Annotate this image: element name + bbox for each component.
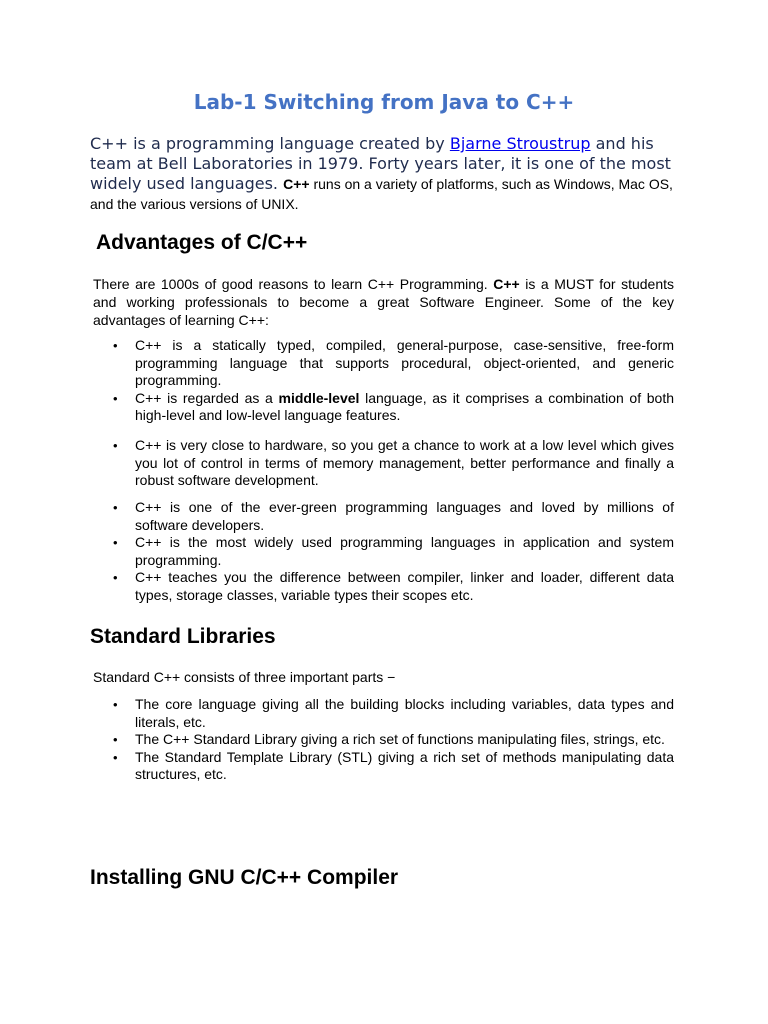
intro-bold-cpp: C++: [283, 176, 310, 192]
libraries-paragraph: Standard C++ consists of three important parts −: [93, 669, 396, 685]
libraries-bullet-1: The core language giving all the building blocks including variables, data types and literals, etc.: [135, 696, 674, 730]
advantages-bullet-4: C++ is one of the ever-green programming languages and loved by millions of software developers.: [135, 499, 674, 533]
advantages-text-1: There are 1000s of good reasons to learn C++ Programming.: [93, 276, 494, 292]
advantages-bold-cpp: C++: [493, 276, 520, 292]
advantages-list-c: [90, 499, 674, 604]
bullet-icon: •: [113, 697, 118, 712]
intro-text-3: runs on a variety of platforms, such as Windows, Mac OS, and the various versions of UNIX.: [90, 176, 673, 212]
advantages-bullet-2-pre: C++ is regarded as a: [135, 389, 279, 406]
libraries-bullet-3: The Standard Template Library (STL) giving a rich set of methods manipulating data structures, etc.: [135, 748, 674, 782]
list-item: [90, 337, 674, 390]
advantages-text-2: is a MUST for students and working professionals to become a great Software Engineer. Some of the key advantages of learning C++:: [93, 276, 674, 328]
list-item: [90, 534, 674, 569]
advantages-list-b: [90, 437, 674, 490]
advantages-heading: Advantages of C/C++: [96, 231, 308, 254]
advantages-bullet-1: C++ is a statically typed, compiled, general-purpose, case-sensitive, free-form programming language that supports procedural, object-oriented, and generic programming.: [135, 337, 674, 388]
list-item: [90, 696, 674, 731]
bullet-icon: •: [113, 535, 118, 550]
middle-level-bold: middle-level: [278, 389, 360, 406]
bjarne-stroustrup-link[interactable]: Bjarne Stroustrup: [449, 134, 591, 153]
list-item: [90, 390, 674, 425]
advantages-bullet-6: C++ teaches you the difference between compiler, linker and loader, different data types, storage classes, variable types their scopes etc.: [135, 569, 674, 603]
list-item: [90, 749, 674, 784]
advantages-paragraph: [93, 275, 674, 329]
bullet-icon: •: [113, 338, 118, 353]
list-item: [90, 731, 674, 749]
bullet-icon: •: [113, 500, 118, 515]
installing-heading: Installing GNU C/C++ Compiler: [90, 866, 399, 889]
libraries-list: [90, 696, 674, 784]
libraries-heading: Standard Libraries: [90, 625, 276, 648]
intro-paragraph: [90, 134, 690, 214]
bullet-icon: •: [113, 570, 118, 585]
list-item: [90, 437, 674, 490]
intro-text-2: and his team at Bell Laboratories in 1979. Forty years later, it is one of the most widely used languages.: [90, 134, 671, 193]
advantages-list-a: [90, 337, 674, 425]
bullet-icon: •: [113, 749, 118, 765]
advantages-bullet-5: C++ is the most widely used programming languages in application and system programming.: [135, 534, 674, 568]
advantages-bullet-3: C++ is very close to hardware, so you get a chance to work at a low level which gives you lot of control in terms of memory management, better performance and finally a robust software development.: [135, 437, 674, 488]
intro-text-1: C++ is a programming language created by: [90, 134, 450, 153]
bullet-icon: •: [113, 390, 118, 406]
list-item: [90, 499, 674, 534]
bullet-icon: •: [113, 438, 118, 453]
page-title: Lab-1 Switching from Java to C++: [193, 90, 575, 114]
libraries-bullet-2: The C++ Standard Library giving a rich set of functions manipulating files, strings, etc.: [135, 731, 665, 747]
advantages-bullet-2-post: language, as it comprises a combination of both high-level and low-level language features.: [135, 389, 674, 423]
list-item: [90, 569, 674, 604]
bullet-icon: •: [113, 732, 118, 747]
